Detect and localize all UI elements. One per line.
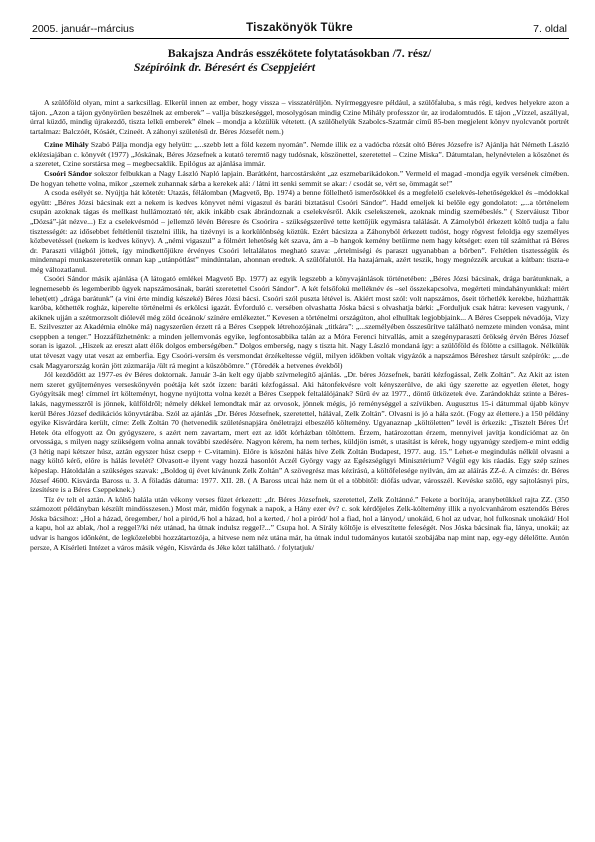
paragraph-text: A csoda esélyét se. Nyújtja hát kötetét: Utazás, félálomban (Magvető, Bp. 1974) a benne föllelhető ismerősökkel és a megfelelő cselekvés-lehetőségekkel és –módokkal együtt: „Béres Józsi bácsinak ezt a nekem is kedves könyvet némi vigaszul és baráti biztatásul Csoóri Sándor”. Hadd emeljek ki belőle egy gondolatot: „...a történelem csupán azoknak tágas és mellkast hullámoztató tér, akik inkább csak ábrándoznak a cselekvésről. Akik cselekszenek, azoknak mindig szemébeslés.” ( Szerváiusz Tibor „Dózsá”-ját nézve...) Ez a cselekvésmód – jellemző lévén Béresre és Csoóríra - szükségszerűvé tette kettőjük egymásra találását. A Zámolyból érkezett költő tudja a falu tisztességét: az idősebbet feltétlenül tisztelni illik, ha tizévnyi is a korkülönbség köztük. Ezért bácsizza a Záhonyból érkezett tudóst, hogy rögvest feloldja egy személyes közbevetéssel (nekem is kedves könyv). A „némi vigaszul” a fölmért lehetőség két szava, ám a –b hangok kemény betűirme nem hagy kétséget: ezen túl számíthat rá Béres dr. Paraszti világból jöttek, így mindkettőjükre érvényes Csoóri leltalálatos megható szava: „értelmiségi és paraszt ugyanabban a bőrben”. Feltétlen tisztességük és mindennapi munkaszeretetük onnan kap „utánpótlást” mindúntalan, ahonnan eredtek. A szülőfalutól. Ha hazajárnak, azért teszik, hogy megnézzék arcukat a kútban: tiszta-e még változatlanul. xyxy=(30,188,569,274)
paragraph-text: sokszor felbukkan a Nagy László Napló lapjain. Barátként, harcostársként „az eszmebarikádokon.” Vermeld el magad -mondja egyik versének címében. De hogyan tehette volna, mikor „szemek zuhannak sárba a kerekek alá: / látni itt senki semmit se akar: / csodát se, vért se, ömmagát se!” xyxy=(30,169,569,188)
paragraph-lead-name: Csoóri Sándor xyxy=(44,169,93,179)
article-body xyxy=(30,98,569,552)
paragraph xyxy=(30,169,569,188)
paragraph xyxy=(30,98,569,136)
paragraph-text: Tíz év telt el aztán. A költő halála után vékony verses füzet érkezett: „dr. Béres Józsefnek, szeretettel, Zelk Zoltánné.” Fekete a borítója, aranybetűkkel rajta ZZ. (350 számozott példányban készült mindösszesen.) Most már, midőn fogynak a napok, a Hány ezer év? c. sok kérdőjeles Zelk-költemény illik a nyolcvanhárom esztendős Béres Jóska bácsihoz: „Hol a házad, öregember,/ hol a piród,/6 hol a házad, hol a kerted, / hol a piród/ hol a fiad, hol a lányod,/ unokáid, 6 hol az udvar, hol fulkosnak unokáid/ Hol a kapu, hol az ablak, /hol a reggel?/ki néz utánad, ha útnak indulsz reggel?...” Csupa hol. A Sírály költője is elveszítette feleségét. Nos Jóska bácsinak fia, lánya, unokái; az udvar is hangos időnként, de legközelebbi hozzátartozója, a hitvese nem néz utána már, ha útnak indul tudományos kutatói szobájába nap mint nap, egy-egy délelőtte. Autón persze, A Kísérleti Intézet a város másik végén, Kisvárda és Jéke közt található. / folytatjuk/ xyxy=(30,494,569,552)
paragraph-text: A szülőföld olyan, mint a sarkcsillag. Elkerül innen az ember, hogy vissza – visszatérüljön. Nyírmeggyesre például, a szülőfaluba, s más régi, kedves helyekre azon a tájon. „Azon a tájon gyönyörűen beszélnek az emberek” – vallja büszkeséggel, mosolygósan mindig Czine Mihály professzor úr, az irodalomtudós. E tájon „Vízzel, aszállyal, úrral küzdő, mindig újrakezdő, tiszta lelkű emberek” élnek – mondja a közülük vétetett. (A szülőhelyük Szabolcs-Szatmár című 85-ben megjelent könyv nyolcvanöt portrét tartalmaz: Balczóét, Kósáét, Czineét. A záhonyi születésű dr. Béres Józsefét nem.) xyxy=(30,98,569,136)
paragraph-text: Jól kezdődött az 1977-es év Béres doktornak. Január 3-án kelt egy újabb szívmelegítő ajánlás. „Dr. béres Józsefnek, baráti kézfogással, Zelk Zoltán”. Az Akit az isten nem szeret gyűjteményes verseskönyvén poétája két szót ízzen: baráti kézfogással. Aki hátonfekvésre volt kényszerülve, de aki úgy szerette az egyetlen életet, hogy Gyógyítsák meg! címmel írt költeményt, hogyne nyújtotta volna kezét a Béres Cseppek feltalálójának? Sűrű év az 1977., döntő ütközetek éve. Zarándokház szinte a Béres-lakás, nagymesszről is jönnek, külföldről; némely dékkel lemondtak már az orvosok, jönnek mégis, jó reménységgel a szívükben. Augusztus 15-i dátummal újabb könyv kerül Béres József dedikációs könyvtárába. Szól az ajánlás „Dr. Béres Józsefnek, szeretettel, hálával, Zelk Zoltán”. Olvasni is jó a hála szót. (Fogy az élettere.) a 150 példány egyike Kisvárdára került, címe: Zelk Zoltán 70 (hetvenedik születésnapjára önéletrajzi elbeszélő költemény. Ugyanaznap „költöletten” levél is érkezik: „Tisztelt Béres Úr! Hetek óta elfogyott az Ön gyógyszere, s azért nem zavartam, mert ezt az időt kórházban töltöttem. Érzem, határozottan érzem, mennyivel javítja kondíciómat az ön orvossága, s milyen nagy szükségem volna annak további szedésére. Nagyon kérem, ha nem terhes, küldjön ismét, s utasítást is kérek, hogy ugyanúgy szedjem-e mint eddig (3 hétig napi kétszer húsz, aztán egyszer húsz csepp + C-vitamin). Előre is köszöni hálás híve Zelk Zoltán Budapest, 1977. aug. 15.” Lehet-e megindulás nélkül olvasni a nagy költő kérő, előre is hálás levelét? Olvasott-e ilyent vagy hozzá hasonlót Aczél György vagy az Egészségügyi Minisztérium? Végül egy kis ráadás. Egy szép színes képeslap. Hátoldalán a szükséges szavak: „Boldog új évet kívánunk Zelk Zoltán” A szövegrész mas kézírású, a költőfelesége nyilván, ám az aláírás ZZ-é. A címzés: dr. Béres József 4600. Kisvárda Baross u. 3. A föladás dátuma: 1977. XII. 28. ( A Baross utcai ház nem üt el a többitől: diófás udvar, városszél. Kevéske szőlő, egy sajtolásnyi pírs, ízesítésre is a Béres Cseppeknek.) xyxy=(30,370,569,495)
paragraph-lead-name: Czine Mihály xyxy=(44,140,89,150)
issue-date: 2005. január--március xyxy=(32,23,135,35)
article-title-block xyxy=(30,46,569,74)
article-subtitle: Szépíróink dr. Béresért és Cseppjeiért xyxy=(133,60,316,74)
paragraph xyxy=(30,370,569,495)
newspaper-page xyxy=(30,22,569,552)
journal-title: Tiszakönyök Tükre xyxy=(246,22,353,34)
article-title: Bakajsza András esszékötete folytatásokban /7. rész/ xyxy=(167,46,432,60)
paragraph xyxy=(30,274,569,370)
paragraph xyxy=(30,495,569,552)
paragraph xyxy=(30,140,569,169)
page-header xyxy=(30,22,569,39)
paragraph xyxy=(30,188,569,274)
paragraph-text: Csoóri Sándor másik ajánlása (A látogató emlékei Magvető Bp. 1977) az egyik legszebb a könyvajánlások történetében: „Béres Józsi bácsinak, drága barátunknak, a legnemesebb és legemberibb ügyek napszámosának, baráti szeretettel Csoóri Sándor”. A két felsőfokú melléknév és –sel összekapcsolva, megérteti mindahányunkkal: miért lehet(ett) „drága barátunk” (a vini érte mindig készeké) Béres Józsi bácsi. Csoóri szól puszta létével is. Akiért most szól: volt napszámos, őseit törhetlék kerekbe, húzhattták karóba, köthették rogház, kiperelte történelmi és erkölcsi igazát. Évforduló c. versében olvashatta Jóska bácsi s olvashatja bárki: „Forduljuk csak hátra: kevesen vagyunk, / akiknek ujján a szétmorzsolt diólevél még zöld óceánok/ színére emlékeztet.” Kevesen a történelmi országúton, ahol elhulltak legjobbjaink... A Béres Cseppek névadója, Vizy E. Szilveszter az Akadémia elnöke má) nagyszerűen érzett rá a Béres Cseppek létrehozójának „titkára”: „...személyében összesűrítve található nemzete minden vonása, mint cseppben a tenger.” Hozzáfűzhetnénk: a minden jellemvonás egyike, legfontosabbika talán az a Móra Ferenci hitvallás, amit a szegényparaszti őrökség érvén Béres József soran is igazol. „Hiszek az ereszt alatt élők dolgos emberségében.” Dolgos emberség, nagy s tiszta hit. Nagy László mondaná így: a szülőföld és fölötte a csillagok. Nélkülük utat téveszt vagy utat veszt az emberfia. Egy Csoóri-versím és versmondat érzékeltesse végül, milyen időkben voltak vigyázók a napszámos Béreshez társult szépírók: „...de csak Magyarország korán jött zúzmarája /ült rá megint a küszöbömre.” (Töredék a hetvenes évekből) xyxy=(30,274,569,370)
page-number: 7. oldal xyxy=(533,23,567,35)
paragraph-text: Szabó Pálja mondja egy helyütt: „...szebb lett a föld kezem nyomán”. Nemde illik ez a vadócba rózsát oltó Béres Józsefre is? Ajánlja hát Németh László eklézsiajában c. könyvét (1977) „Jóskának, Béres Józsefnek a kutató teremtő nagy tudósnak, köszönettel, szeretettel – Czine Miska”. Dátumtalan, helynévtelen a köszönet és a szeretet, Czine sorstársa meg – megbecsaklik. Epilógus az ajánlása immár. xyxy=(30,140,569,169)
